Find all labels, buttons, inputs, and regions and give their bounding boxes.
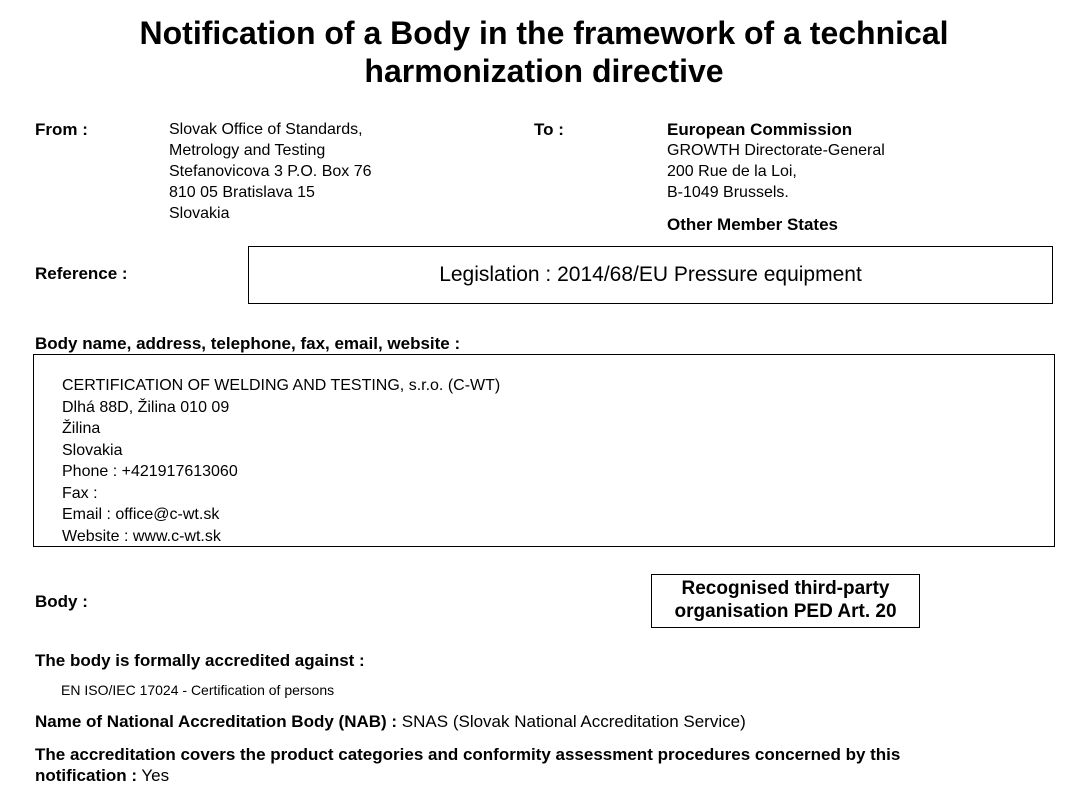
from-line: Stefanovicova 3 P.O. Box 76 [169, 163, 372, 180]
page-title [0, 14, 1080, 90]
body-info-line: Dlhá 88D, Žilina 010 09 [62, 398, 230, 416]
covers-line [35, 744, 900, 786]
body-type-line-1: Recognised third-party [681, 578, 890, 599]
body-info-line: Website : www.c-wt.sk [62, 527, 221, 545]
from-line: 810 05 Bratislava 15 [169, 184, 315, 201]
nab-line [35, 711, 746, 732]
from-line: Slovakia [169, 205, 230, 222]
to-line: B-1049 Brussels. [667, 184, 789, 201]
body-type-line-2: organisation PED Art. 20 [674, 601, 897, 622]
covers-label-line-2: notification : [35, 766, 137, 785]
title-line-1: Notification of a Body in the framework of a technical [139, 15, 949, 51]
body-type-label: Body : [35, 592, 88, 611]
reference-value: Legislation : 2014/68/EU Pressure equipment [439, 263, 862, 286]
from-label: From : [35, 120, 88, 139]
to-line: GROWTH Directorate-General [667, 142, 885, 159]
body-info-line: Fax : [62, 484, 98, 502]
covers-value: Yes [136, 766, 170, 785]
body-info-label: Body name, address, telephone, fax, email, website : [35, 334, 461, 353]
body-info-line: Slovakia [62, 441, 123, 459]
body-type-box [651, 574, 920, 628]
to-line: 200 Rue de la Loi, [667, 163, 797, 180]
body-info-line: Phone : +421917613060 [62, 463, 238, 480]
from-address [169, 119, 372, 224]
other-member-states: Other Member States [667, 215, 838, 234]
body-info-line: Žilina [62, 420, 101, 437]
from-line: Metrology and Testing [169, 142, 326, 159]
title-line-2: harmonization directive [364, 53, 724, 89]
to-line: European Commission [667, 120, 853, 139]
covers-label-line-1: The accreditation covers the product categories and conformity assessment procedures concerned by this [35, 745, 901, 764]
nab-label: Name of National Accreditation Body (NAB) : [35, 712, 398, 731]
reference-label: Reference : [35, 264, 128, 283]
reference-box [248, 246, 1053, 304]
body-info-box [33, 354, 1055, 547]
to-label: To : [534, 120, 564, 139]
body-info-line: Email : office@c-wt.sk [62, 506, 220, 523]
body-info-line: CERTIFICATION OF WELDING AND TESTING, s.r.o. (C-WT) [62, 377, 501, 394]
accreditation-label: The body is formally accredited against : [35, 651, 365, 670]
from-line: Slovak Office of Standards, [169, 121, 363, 138]
accreditation-standard: EN ISO/IEC 17024 - Certification of persons [61, 682, 335, 698]
nab-value: SNAS (Slovak National Accreditation Service) [397, 712, 746, 731]
to-address [667, 119, 885, 203]
